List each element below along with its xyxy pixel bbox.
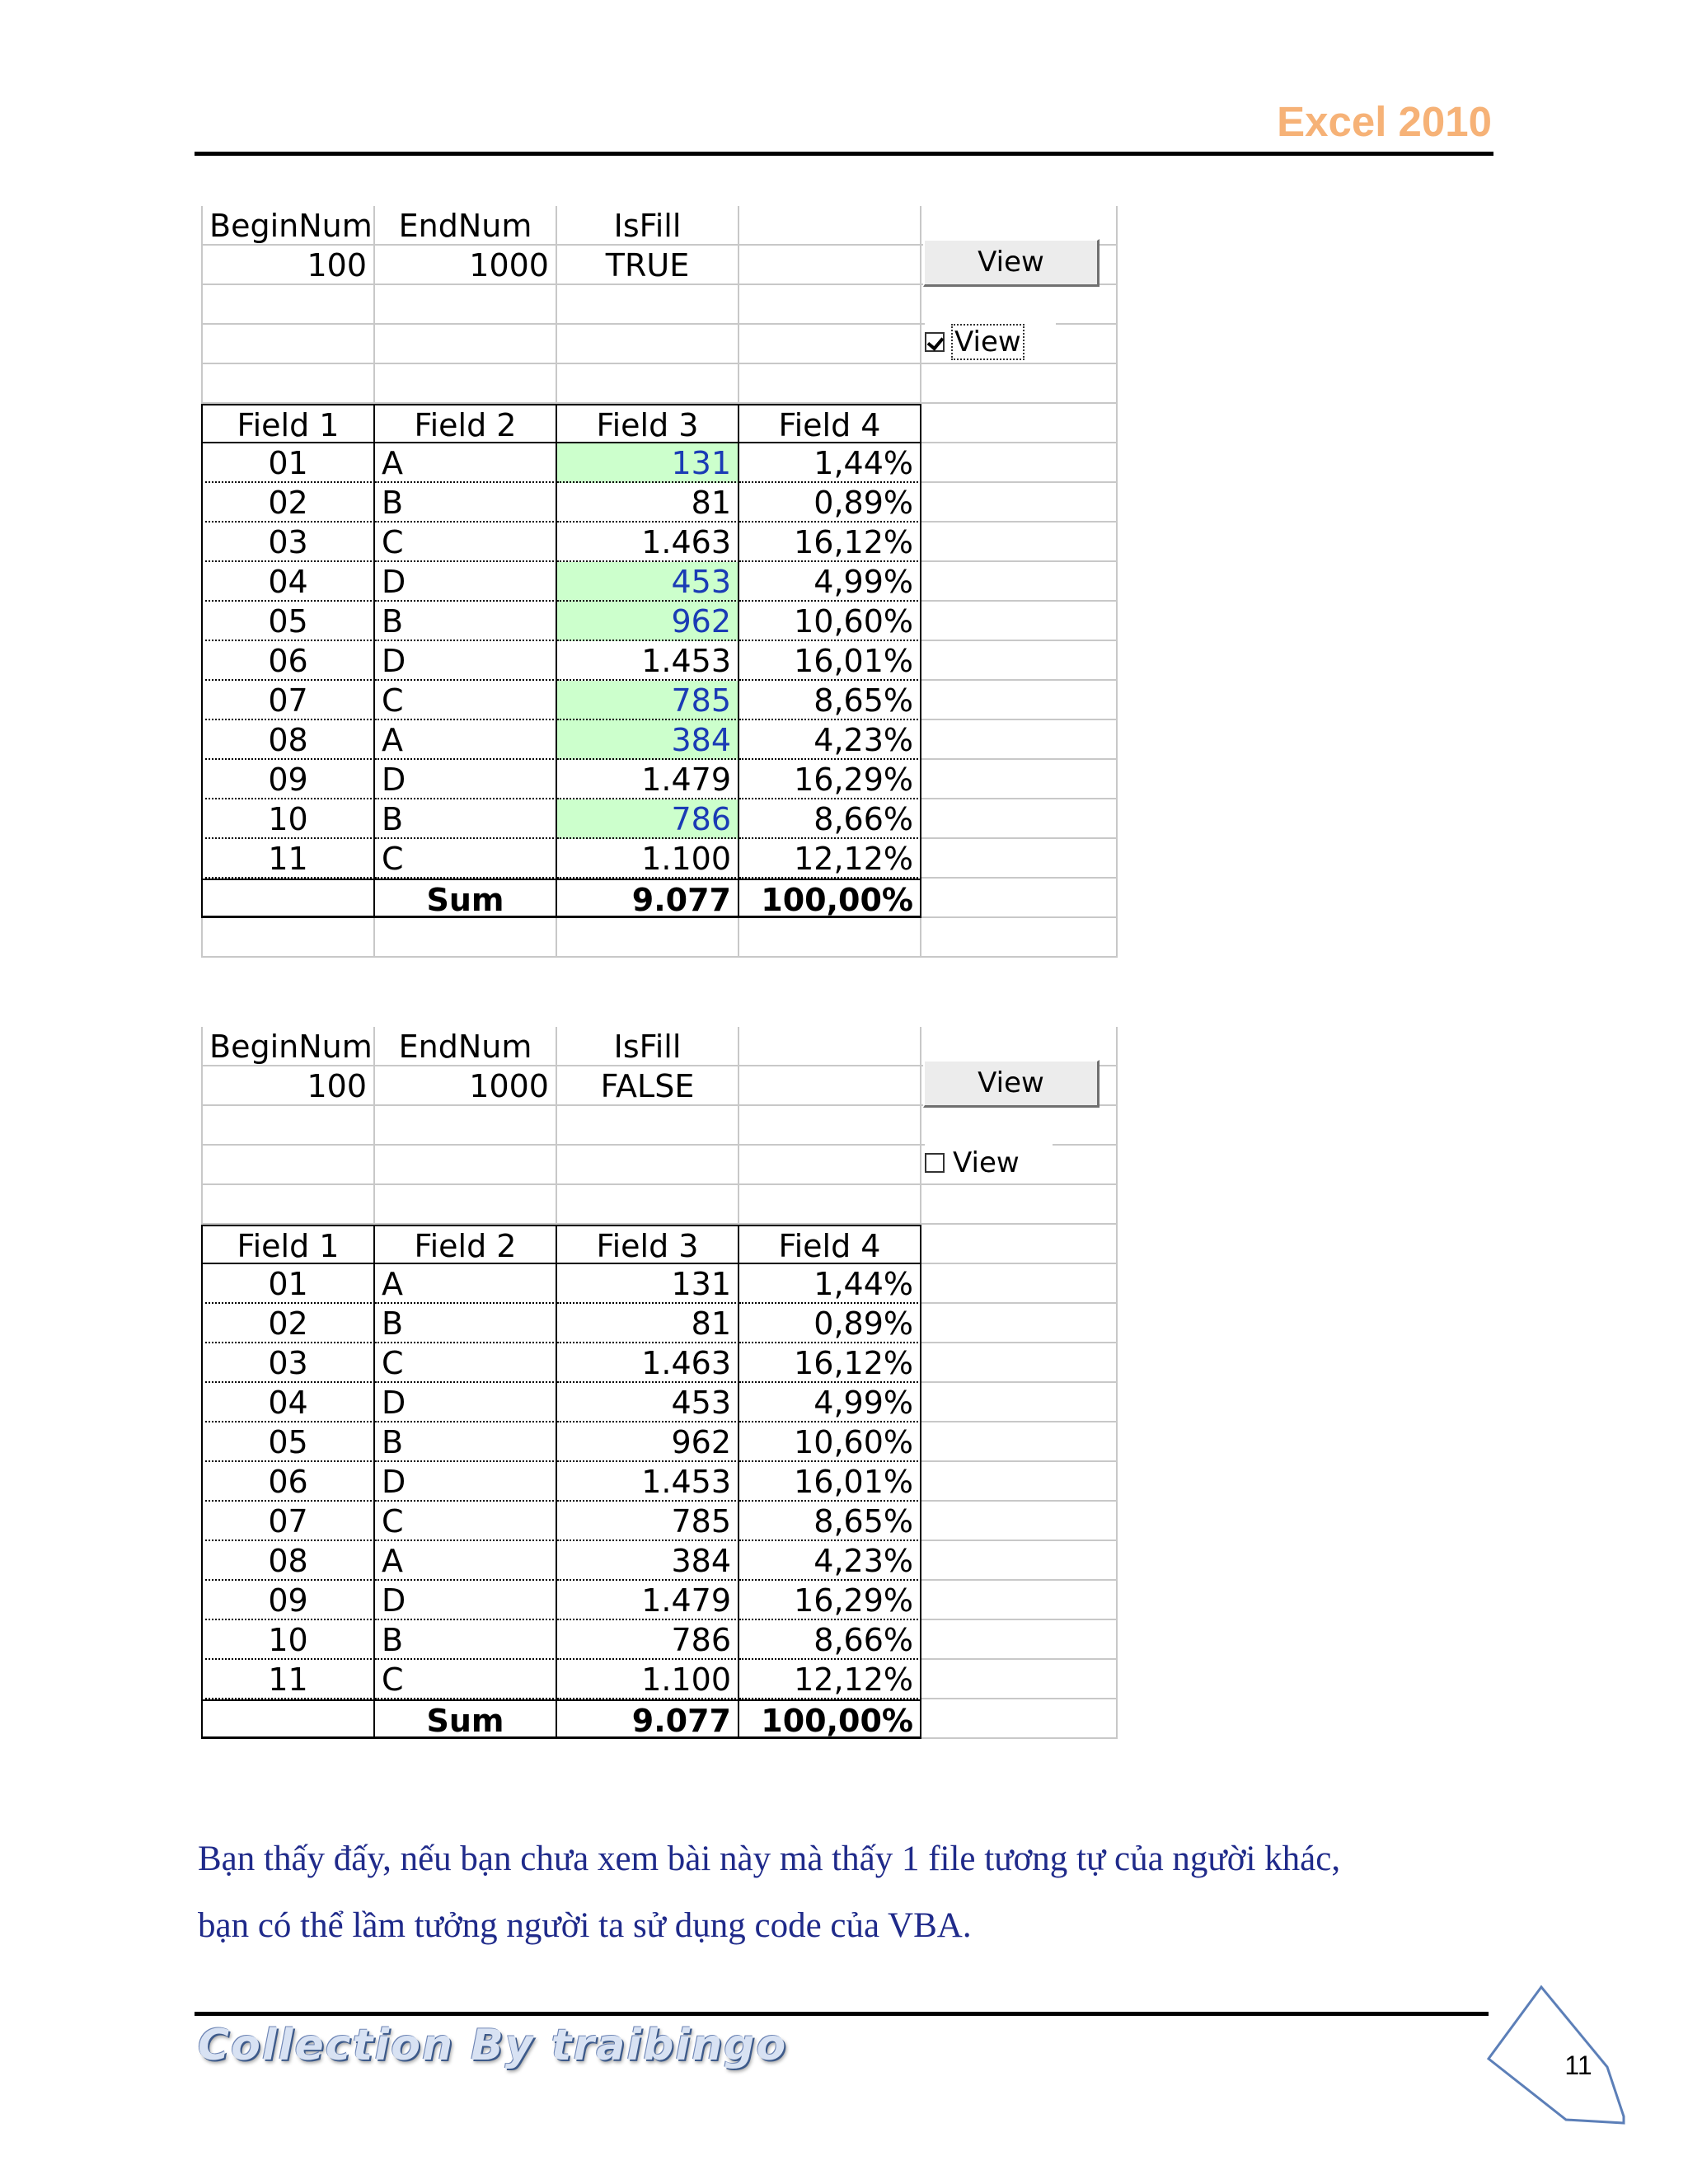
field3-cell[interactable]: 1.453 [557,1462,739,1502]
column-header[interactable]: Field 1 [201,404,375,443]
param-label-begin[interactable]: BeginNum [201,1027,375,1066]
field3-cell[interactable]: 131 [557,443,739,483]
field1-cell[interactable]: 05 [201,602,375,641]
paragraph-line: Bạn thấy đấy, nếu bạn chưa xem bài này mà thấy 1 file tương tự của người khác, [198,1840,1341,1878]
param-value-isfill[interactable]: FALSE [557,1066,739,1106]
field2-cell[interactable]: B [375,602,557,641]
field1-cell[interactable]: 08 [201,1541,375,1581]
column-header[interactable]: Field 1 [201,1225,375,1264]
table-row [201,1502,1124,1541]
empty-row [201,285,1124,325]
field4-cell[interactable]: 10,60% [739,602,921,641]
field4-cell[interactable]: 10,60% [739,1422,921,1462]
empty-cell[interactable] [921,1660,1118,1699]
data-table [201,1225,1124,1739]
empty-cell[interactable] [921,681,1118,720]
field2-cell[interactable]: A [375,1541,557,1581]
table-body [201,1264,1124,1699]
table-row [201,1462,1124,1502]
column-header[interactable]: Field 2 [375,404,557,443]
field4-cell[interactable]: 8,65% [739,1502,921,1541]
field4-cell[interactable]: 16,01% [739,1462,921,1502]
table-row [201,523,1124,562]
empty-row [201,918,1124,958]
sum-field3[interactable]: 9.077 [557,879,739,918]
table-row [201,1581,1124,1620]
view-checkbox[interactable] [925,323,1056,361]
field2-cell[interactable]: D [375,641,557,681]
sum-row [201,879,1124,918]
field1-cell[interactable]: 06 [201,641,375,681]
param-label-end[interactable]: EndNum [375,1027,557,1066]
field4-cell[interactable]: 4,23% [739,720,921,760]
field2-cell[interactable]: C [375,681,557,720]
field4-cell[interactable]: 4,23% [739,1541,921,1581]
field1-cell[interactable]: 10 [201,799,375,839]
field1-cell[interactable]: 01 [201,443,375,483]
empty-cell[interactable] [921,641,1118,681]
empty-cell[interactable] [921,1304,1118,1343]
field2-cell[interactable]: B [375,799,557,839]
empty-cell[interactable] [921,1462,1118,1502]
field2-cell[interactable]: B [375,1304,557,1343]
param-value-end[interactable]: 1000 [375,246,557,285]
field4-cell[interactable]: 12,12% [739,839,921,879]
field2-cell[interactable]: A [375,1264,557,1304]
checkbox-checked-icon[interactable] [925,332,945,352]
field1-cell[interactable]: 11 [201,1660,375,1699]
empty-cell[interactable] [921,720,1118,760]
field3-cell[interactable]: 453 [557,562,739,602]
table-row [201,483,1124,523]
view-button[interactable]: View [923,239,1100,287]
empty-cell[interactable] [201,879,375,918]
sum-label[interactable]: Sum [375,1699,557,1739]
field1-cell[interactable]: 09 [201,1581,375,1620]
field1-cell[interactable]: 11 [201,839,375,879]
column-header[interactable]: Field 3 [557,404,739,443]
empty-cell[interactable] [921,1541,1118,1581]
empty-cell[interactable] [921,404,1118,443]
empty-row [201,1106,1124,1146]
empty-cell[interactable] [921,1620,1118,1660]
field3-cell[interactable]: 384 [557,720,739,760]
empty-cell[interactable] [921,1422,1118,1462]
field3-cell[interactable]: 453 [557,1383,739,1422]
page-number: 11 [1564,2050,1592,2080]
field4-cell[interactable]: 16,12% [739,1343,921,1383]
field2-cell[interactable]: B [375,483,557,523]
field1-cell[interactable]: 04 [201,562,375,602]
field2-cell[interactable]: D [375,562,557,602]
field3-cell[interactable]: 1.463 [557,523,739,562]
field2-cell[interactable]: D [375,1581,557,1620]
empty-cell[interactable] [921,799,1118,839]
sum-field4[interactable]: 100,00% [739,1699,921,1739]
field1-cell[interactable]: 10 [201,1620,375,1660]
field4-cell[interactable]: 16,01% [739,641,921,681]
empty-cell[interactable] [921,1699,1118,1739]
table-row [201,1264,1124,1304]
footer-rule [195,2012,1489,2016]
sum-field4[interactable]: 100,00% [739,879,921,918]
paragraph-line: bạn có thể lầm tưởng người ta sử dụng code của VBA. [198,1906,972,1945]
field2-cell[interactable]: B [375,1422,557,1462]
empty-cell[interactable] [739,246,921,285]
empty-cell[interactable] [921,1581,1118,1620]
empty-cell[interactable] [921,483,1118,523]
field2-cell[interactable]: D [375,760,557,799]
field1-cell[interactable]: 09 [201,760,375,799]
field1-cell[interactable]: 03 [201,523,375,562]
empty-row [201,1185,1124,1225]
view-checkbox[interactable] [925,1144,1053,1182]
empty-cell[interactable] [921,839,1118,879]
checkbox-unchecked-icon[interactable] [925,1153,945,1173]
body-paragraph [198,1825,1500,1959]
param-label-begin[interactable]: BeginNum [201,206,375,246]
field4-cell[interactable]: 16,29% [739,760,921,799]
field4-cell[interactable]: 8,65% [739,681,921,720]
table-row [201,443,1124,483]
field4-cell[interactable]: 0,89% [739,483,921,523]
sum-row [201,1699,1124,1739]
spreadsheet-grid [201,206,1124,958]
field3-cell[interactable]: 1.100 [557,839,739,879]
param-label-isfill[interactable]: IsFill [557,1027,739,1066]
field3-cell[interactable]: 786 [557,799,739,839]
table-row [201,602,1124,641]
field4-cell[interactable]: 1,44% [739,1264,921,1304]
field3-cell[interactable]: 1.453 [557,641,739,681]
field1-cell[interactable]: 02 [201,483,375,523]
field3-cell[interactable]: 1.100 [557,1660,739,1699]
param-value-begin[interactable]: 100 [201,1066,375,1106]
field2-cell[interactable]: A [375,443,557,483]
field2-cell[interactable]: D [375,1462,557,1502]
sheet-block-2 [201,1027,1124,1739]
field3-cell[interactable]: 785 [557,681,739,720]
field4-cell[interactable]: 4,99% [739,1383,921,1422]
empty-cell[interactable] [921,1264,1118,1304]
spreadsheet-grid [201,1027,1124,1739]
field1-cell[interactable]: 06 [201,1462,375,1502]
empty-cell[interactable] [921,443,1118,483]
empty-cell[interactable] [921,1383,1118,1422]
field3-cell[interactable]: 131 [557,1264,739,1304]
field4-cell[interactable]: 8,66% [739,799,921,839]
table-row [201,641,1124,681]
field1-cell[interactable]: 02 [201,1304,375,1343]
param-value-end[interactable]: 1000 [375,1066,557,1106]
field3-cell[interactable]: 962 [557,602,739,641]
field4-cell[interactable]: 16,29% [739,1581,921,1620]
field2-cell[interactable]: C [375,839,557,879]
field3-cell[interactable]: 384 [557,1541,739,1581]
field2-cell[interactable]: C [375,1502,557,1541]
field3-cell[interactable]: 786 [557,1620,739,1660]
empty-cell[interactable] [921,1502,1118,1541]
field3-cell[interactable]: 1.479 [557,760,739,799]
table-row [201,1304,1124,1343]
column-header[interactable]: Field 2 [375,1225,557,1264]
table-row [201,681,1124,720]
empty-cell[interactable] [739,206,921,246]
field3-cell[interactable]: 962 [557,1422,739,1462]
field4-cell[interactable]: 4,99% [739,562,921,602]
param-value-begin[interactable]: 100 [201,246,375,285]
field2-cell[interactable]: C [375,523,557,562]
table-header-row [201,404,1124,443]
param-value-isfill[interactable]: TRUE [557,246,739,285]
field2-cell[interactable]: D [375,1383,557,1422]
empty-row [201,364,1124,404]
header-title: Excel 2010 [1277,98,1492,145]
empty-cell[interactable] [921,1225,1118,1264]
header-rule [195,152,1493,156]
field1-cell[interactable]: 01 [201,1264,375,1304]
table-row [201,1620,1124,1660]
field1-cell[interactable]: 08 [201,720,375,760]
empty-cell[interactable] [921,760,1118,799]
param-label-end[interactable]: EndNum [375,206,557,246]
table-row [201,1541,1124,1581]
empty-cell[interactable] [921,523,1118,562]
column-header[interactable]: Field 4 [739,1225,921,1264]
field1-cell[interactable]: 05 [201,1422,375,1462]
table-row [201,799,1124,839]
field1-cell[interactable]: 07 [201,681,375,720]
field2-cell[interactable]: A [375,720,557,760]
field3-cell[interactable]: 1.479 [557,1581,739,1620]
column-header[interactable]: Field 4 [739,404,921,443]
view-button[interactable]: View [923,1060,1100,1108]
table-row [201,1383,1124,1422]
param-label-isfill[interactable]: IsFill [557,206,739,246]
field2-cell[interactable]: C [375,1343,557,1383]
table-row [201,839,1124,879]
field2-cell[interactable]: B [375,1620,557,1660]
empty-cell[interactable] [921,879,1118,918]
table-body [201,443,1124,879]
checkbox-label: View [954,326,1021,359]
checkbox-label: View [953,1146,1020,1179]
field4-cell[interactable]: 0,89% [739,1304,921,1343]
field4-cell[interactable]: 1,44% [739,443,921,483]
field4-cell[interactable]: 16,12% [739,523,921,562]
field3-cell[interactable]: 81 [557,483,739,523]
empty-cell[interactable] [921,562,1118,602]
empty-cell[interactable] [921,602,1118,641]
field4-cell[interactable]: 8,66% [739,1620,921,1660]
field4-cell[interactable]: 12,12% [739,1660,921,1699]
table-row [201,1343,1124,1383]
table-row [201,1660,1124,1699]
table-row [201,562,1124,602]
empty-cell[interactable] [739,1066,921,1106]
empty-cell[interactable] [739,1027,921,1066]
data-table [201,404,1124,918]
column-header[interactable]: Field 3 [557,1225,739,1264]
table-header-row [201,1225,1124,1264]
table-row [201,1422,1124,1462]
empty-cell[interactable] [201,1699,375,1739]
field1-cell[interactable]: 04 [201,1383,375,1422]
sum-field3[interactable]: 9.077 [557,1699,739,1739]
field1-cell[interactable]: 07 [201,1502,375,1541]
field3-cell[interactable]: 785 [557,1502,739,1541]
table-row [201,720,1124,760]
footer-credit: Collection By traibingo [198,2021,788,2070]
field2-cell[interactable]: C [375,1660,557,1699]
table-row [201,760,1124,799]
field3-cell[interactable]: 81 [557,1304,739,1343]
field1-cell[interactable]: 03 [201,1343,375,1383]
field3-cell[interactable]: 1.463 [557,1343,739,1383]
sum-label[interactable]: Sum [375,879,557,918]
empty-cell[interactable] [921,1343,1118,1383]
sheet-block-1 [201,206,1124,958]
